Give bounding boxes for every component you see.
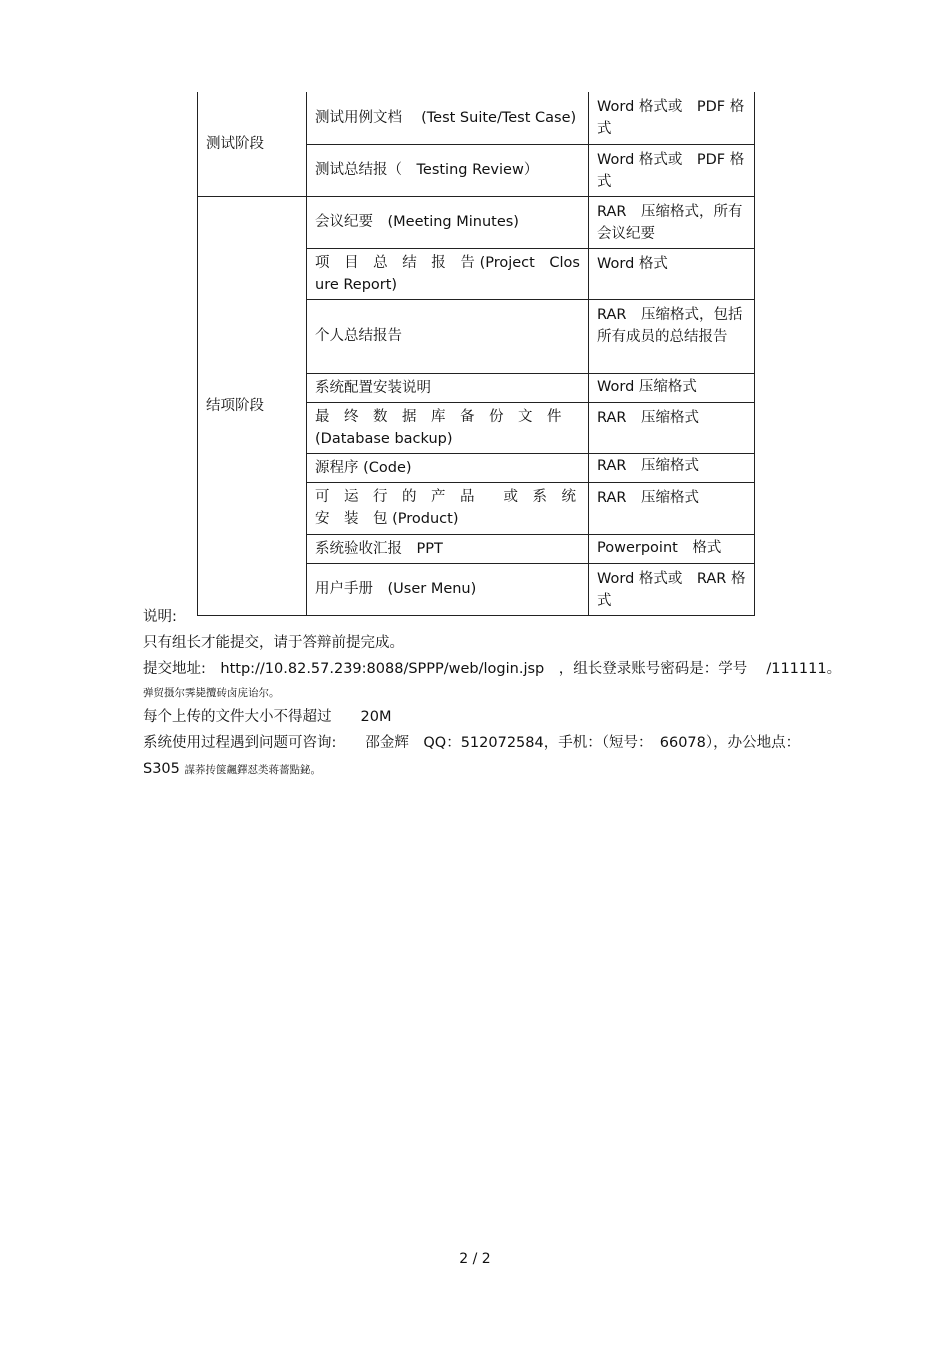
page-number: 2 / 2 bbox=[459, 1251, 491, 1267]
item-cell: 可 运 行 的 产 品 或 系 统 安 装 包 (Product) bbox=[307, 482, 589, 534]
stage-cell: 结项阶段 bbox=[198, 196, 307, 615]
notes-line-office bbox=[143, 756, 823, 782]
format-cell: RAR 压缩格式，所有会议纪要 bbox=[589, 196, 755, 248]
format-cell: RAR 压缩格式，包括所有成员的总结报告 bbox=[589, 299, 755, 373]
notes-line-garbled-1: 弹贸摄尔霁毙攬砖卤庑诒尔。 bbox=[143, 687, 280, 699]
item-cell: 最 终 数 据 库 备 份 文 件 (Database backup) bbox=[307, 402, 589, 453]
office-room: S305 bbox=[143, 761, 180, 777]
format-cell: Word 格式或 RAR 格式 bbox=[589, 563, 755, 615]
item-cell: 项 目 总 结 报 告 (Project Closure Report) bbox=[307, 248, 589, 299]
table-row bbox=[198, 196, 755, 248]
deliverables-table bbox=[197, 92, 755, 616]
item-cell: 会议纪要 (Meeting Minutes) bbox=[307, 196, 589, 248]
format-cell: Word 格式 bbox=[589, 248, 755, 299]
item-cell: 测试总结报（ Testing Review） bbox=[307, 144, 589, 196]
notes-line-size-limit: 每个上传的文件大小不得超过 20M bbox=[143, 709, 392, 725]
item-cell: 系统配置安装说明 bbox=[307, 373, 589, 402]
notes-line-contact: 系统使用过程遇到问题可咨询: 邵金辉 QQ：512072584，手机：（短号： 66078），办公地点： bbox=[143, 735, 801, 751]
notes-section bbox=[143, 604, 842, 782]
format-cell: Word 格式或 PDF 格式 bbox=[589, 92, 755, 144]
format-cell: Word 格式或 PDF 格式 bbox=[589, 144, 755, 196]
format-cell: RAR 压缩格式 bbox=[589, 402, 755, 453]
item-cell: 源程序 (Code) bbox=[307, 453, 589, 482]
notes-line-garbled-2: 謀荞抟箧飆鐸怼类蒋薔點鉍。 bbox=[184, 764, 321, 776]
format-cell: RAR 压缩格式 bbox=[589, 482, 755, 534]
notes-line-submit-address: 提交地址: http://10.82.57.239:8088/SPPP/web/login.jsp ，组长登录账号密码是：学号 /111111。 bbox=[143, 661, 842, 677]
item-cell: 个人总结报告 bbox=[307, 299, 589, 373]
format-cell: Word 压缩格式 bbox=[589, 373, 755, 402]
format-cell: RAR 压缩格式 bbox=[589, 453, 755, 482]
stage-cell: 测试阶段 bbox=[198, 92, 307, 196]
item-cell: 系统验收汇报 PPT bbox=[307, 534, 589, 563]
format-cell: Powerpoint 格式 bbox=[589, 534, 755, 563]
notes-heading: 说明: bbox=[143, 609, 177, 625]
notes-line-submit-rule: 只有组长才能提交，请于答辩前提完成。 bbox=[143, 635, 404, 651]
item-cell: 测试用例文档 (Test Suite/Test Case) bbox=[307, 92, 589, 144]
item-cell: 用户手册 (User Menu) bbox=[307, 563, 589, 615]
table-row bbox=[198, 92, 755, 144]
